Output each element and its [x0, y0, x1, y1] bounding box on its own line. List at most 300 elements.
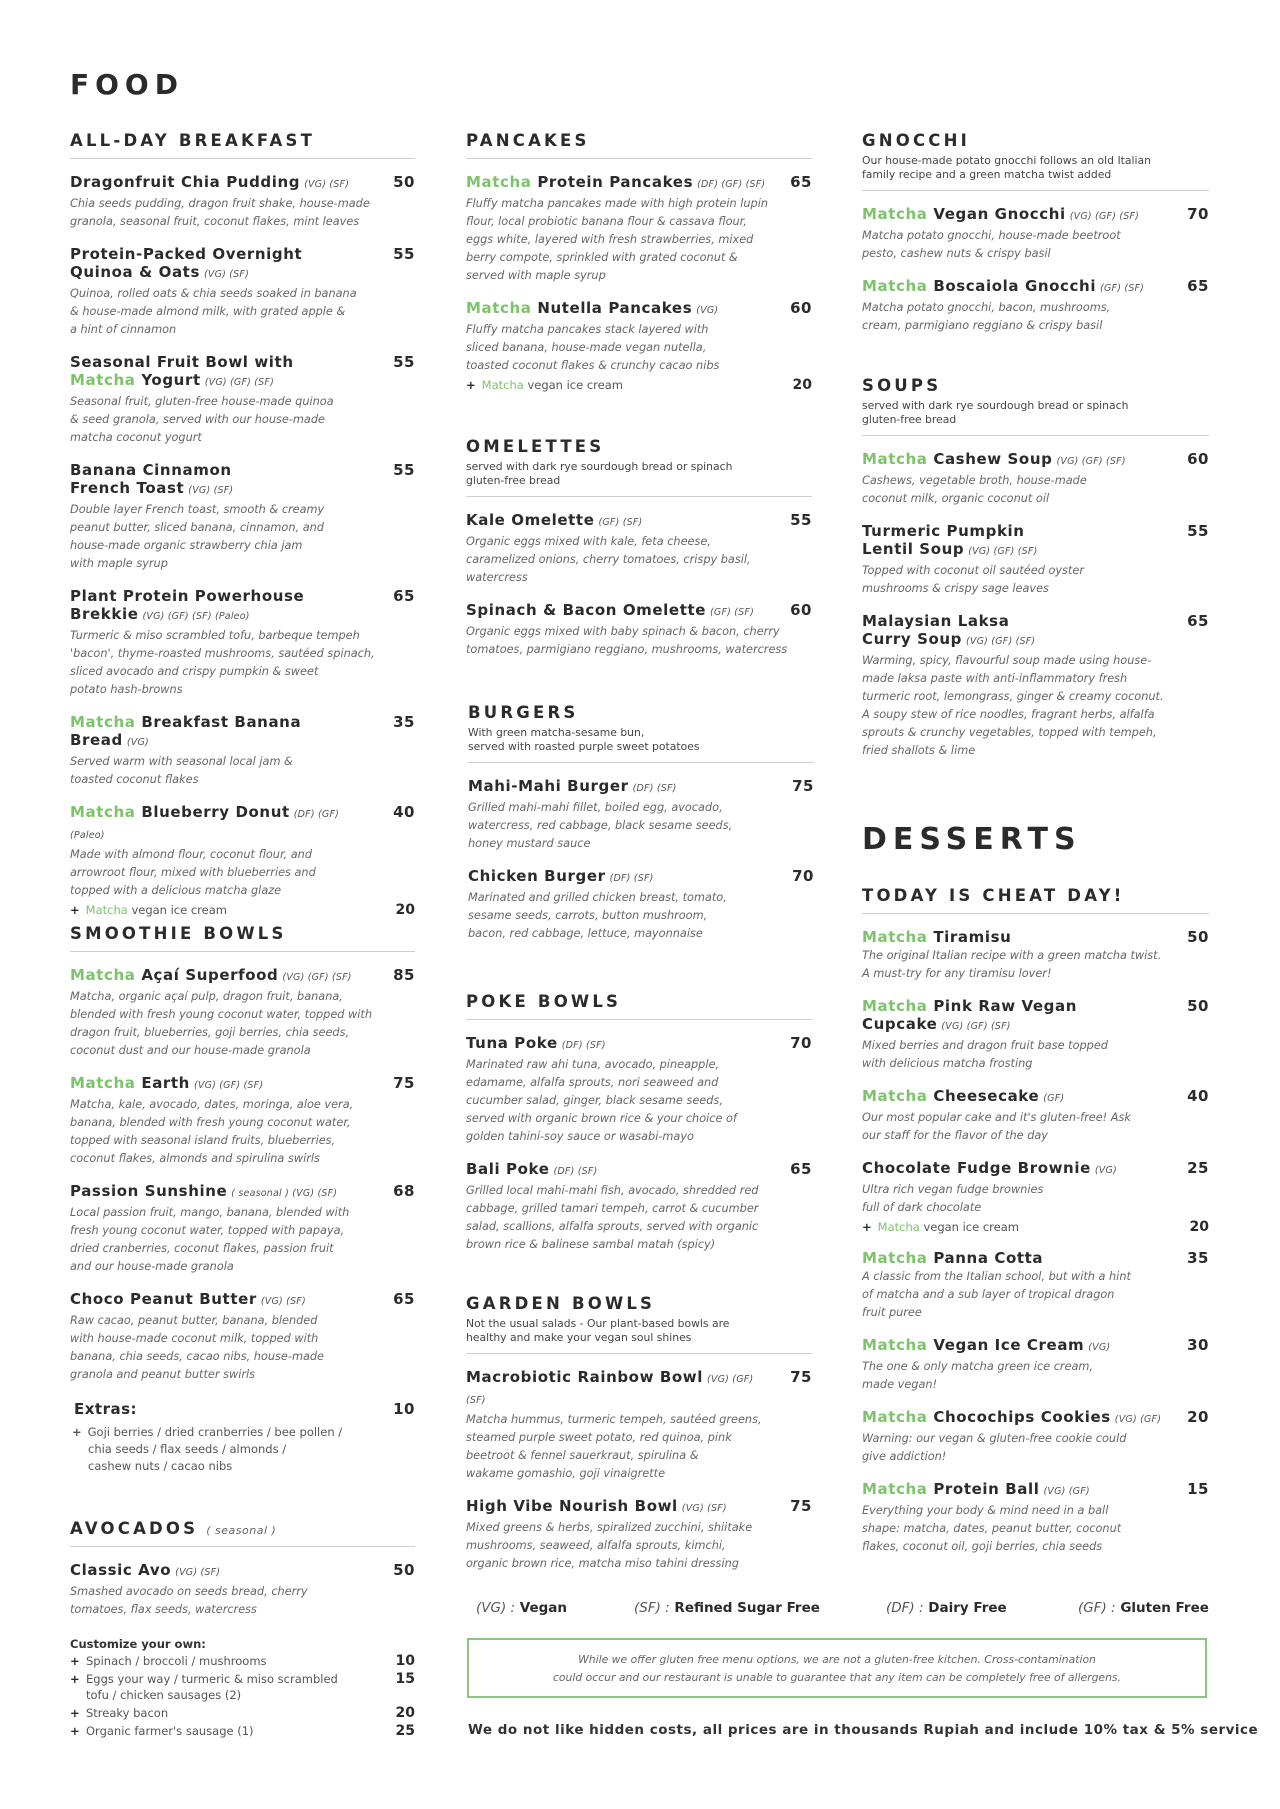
desc-line: toasted coconut flakes	[70, 773, 199, 786]
customize-option	[70, 1705, 415, 1721]
item-description	[862, 1181, 1209, 1217]
desc-line: berry compote, sprinkled with grated coconut &	[466, 251, 738, 264]
desc-line: cream, parmigiano reggiano & crispy basil	[862, 319, 1103, 332]
item-price: 60	[790, 601, 812, 619]
item-name	[862, 205, 1209, 226]
item-title: Protein Ball	[933, 1480, 1040, 1498]
section-divider	[70, 158, 415, 159]
item-price: 40	[393, 803, 415, 821]
item-name	[70, 713, 415, 752]
desc-line: Seasonal fruit, gluten-free house-made quinoa	[70, 395, 334, 408]
desc-line: golden tahini-soy sauce or wasabi-mayo	[466, 1130, 694, 1143]
item-description	[862, 1358, 1209, 1394]
item-price: 55	[393, 353, 415, 371]
section-gnocchi	[862, 131, 1209, 335]
section-divider	[466, 496, 812, 497]
desc-line: Grilled mahi-mahi fillet, boiled egg, avocado,	[468, 801, 723, 814]
menu-item	[70, 461, 415, 573]
desc-line: sprouts & crunchy vegetables, topped with tempeh,	[862, 726, 1157, 739]
desc-line: Ultra rich vegan fudge brownies	[862, 1183, 1044, 1196]
desc-line: steamed purple sweet potato, red quinoa, pink	[466, 1431, 732, 1444]
section-title-text: PANCAKES	[466, 131, 590, 150]
matcha-prefix: Matcha	[70, 966, 136, 984]
matcha-prefix: Matcha	[862, 1336, 928, 1354]
item-name	[862, 612, 1209, 651]
item-name	[862, 1480, 1209, 1501]
section-pancakes	[466, 131, 812, 393]
item-price: 50	[1187, 928, 1209, 946]
dietary-tags: (DF) (SF)	[609, 873, 654, 884]
dietary-tags: (VG)	[1094, 1165, 1117, 1176]
desc-line: Warming, spicy, flavourful soup made using house-	[862, 654, 1152, 667]
section-divider	[862, 435, 1209, 436]
item-description	[466, 533, 812, 587]
section-omelettes	[466, 437, 812, 659]
item-price: 70	[792, 867, 814, 885]
desc-line: beetroot & fennel sauerkraut, spirulina &	[466, 1449, 699, 1462]
desc-line: Matcha potato gnocchi, bacon, mushrooms,	[862, 301, 1111, 314]
extras-label: Extras:	[74, 1400, 138, 1418]
item-price: 35	[1187, 1249, 1209, 1267]
desc-line: peanut butter, sliced banana, cinnamon, and	[70, 521, 324, 534]
item-name	[862, 928, 1209, 946]
desc-line: sesame seeds, carrots, button mushroom,	[468, 909, 708, 922]
item-name	[466, 1497, 812, 1518]
section-divider	[466, 1353, 812, 1354]
section-title	[468, 703, 814, 722]
menu-item	[862, 522, 1209, 598]
desc-line: & seed granola, served with our house-made	[70, 413, 325, 426]
section-title-text: AVOCADOS	[70, 1519, 199, 1538]
item-price: 30	[1187, 1336, 1209, 1354]
item-description	[70, 393, 415, 447]
desc-line: full of dark chocolate	[862, 1201, 982, 1214]
item-title: Seasonal Fruit Bowl with	[70, 353, 294, 371]
note-line: served with dark rye sourdough bread or spinach	[862, 399, 1129, 412]
item-description	[70, 627, 415, 699]
item-description	[466, 623, 812, 659]
section-title	[70, 924, 415, 943]
item-title: Panna Cotta	[933, 1249, 1044, 1267]
desc-line: coconut milk, organic coconut oil	[862, 492, 1050, 505]
note-line: With green matcha-sesame bun,	[468, 726, 645, 739]
dietary-tags: (VG) (SF)	[260, 1296, 306, 1307]
desc-line: flakes, coconut oil, goji berries, chia seeds	[862, 1540, 1103, 1553]
item-description	[70, 195, 415, 231]
desc-line: dried cranberries, coconut flakes, passion fruit	[70, 1242, 334, 1255]
item-description	[466, 1519, 812, 1573]
customize-price: 20	[395, 1705, 415, 1721]
note-line: gluten-free bread	[862, 413, 957, 426]
section-title-text: SOUPS	[862, 376, 942, 395]
desc-line: arrowroot flour, mixed with blueberries and	[70, 866, 316, 879]
dietary-tags: (VG) (SF)	[681, 1503, 727, 1514]
dietary-tags: (VG) (GF) (SF)	[466, 1374, 754, 1406]
item-price: 55	[393, 461, 415, 479]
section-title	[466, 992, 812, 1011]
item-price: 15	[1187, 1480, 1209, 1498]
item-description	[466, 1056, 812, 1146]
item-name	[466, 173, 812, 194]
desc-line: fried shallots & lime	[862, 744, 976, 757]
customize-text: Eggs your way / turmeric & miso scrambled	[86, 1672, 338, 1686]
matcha-prefix: Matcha	[877, 1220, 920, 1234]
desc-line: salad, scallions, alfalfa sprouts, served with organic	[466, 1220, 759, 1233]
item-name	[70, 353, 415, 392]
note-line: served with dark rye sourdough bread or spinach	[466, 460, 733, 473]
desc-line: Marinated raw ahi tuna, avocado, pineapple,	[466, 1058, 720, 1071]
desc-line: granola and peanut butter swirls	[70, 1368, 255, 1381]
desc-line: Topped with coconut oil sautéed oyster	[862, 564, 1084, 577]
item-title: Mahi-Mahi Burger	[468, 777, 629, 795]
item-title: Classic Avo	[70, 1561, 172, 1579]
item-name	[862, 1249, 1209, 1267]
desc-line: tomatoes, parmigiano reggiano, mushrooms, watercress	[466, 643, 788, 656]
customize-price: 15	[395, 1671, 415, 1687]
item-title: Tuna Poke	[466, 1034, 558, 1052]
section-poke-bowls	[466, 992, 812, 1254]
item-description	[70, 501, 415, 573]
section-subtitle: ( seasonal )	[206, 1524, 277, 1537]
item-price: 75	[790, 1497, 812, 1515]
section-divider	[466, 158, 812, 159]
dietary-tags: (VG) (SF)	[188, 485, 234, 496]
allergen-disclaimer	[467, 1638, 1207, 1698]
extras-price: 10	[393, 1400, 415, 1418]
desc-line: Everything your body & mind need in a ball	[862, 1504, 1109, 1517]
dietary-tags: (VG)	[696, 305, 719, 316]
item-price: 70	[790, 1034, 812, 1052]
desc-line: dragon fruit, blueberries, goji berries, chia seeds,	[70, 1026, 350, 1039]
dietary-tags: (GF) (SF)	[598, 517, 643, 528]
item-name	[70, 587, 415, 626]
item-description	[466, 321, 812, 375]
desc-line: fruit puree	[862, 1306, 922, 1319]
item-price: 50	[393, 173, 415, 191]
dietary-tags: (VG) (GF) (SF)	[1069, 211, 1140, 222]
desc-line: watercress	[466, 571, 528, 584]
desc-line: Double layer French toast, smooth & creamy	[70, 503, 325, 516]
desc-line: granola, seasonal fruit, coconut flakes, mint leaves	[70, 215, 360, 228]
section-divider	[70, 951, 415, 952]
desc-line: Cashews, vegetable broth, house-made	[862, 474, 1087, 487]
desc-line: Matcha, kale, avocado, dates, moringa, aloe vera,	[70, 1098, 354, 1111]
item-price: 68	[393, 1182, 415, 1200]
item-name	[862, 997, 1209, 1036]
desc-line: fresh young coconut water, topped with papaya,	[70, 1224, 345, 1237]
section-title	[862, 131, 1209, 150]
desc-line: watercress, red cabbage, black sesame seeds,	[468, 819, 733, 832]
desc-line: topped with a delicious matcha glaze	[70, 884, 282, 897]
section-note	[468, 726, 814, 754]
item-name	[466, 299, 812, 320]
item-title: Breakfast Banana Bread	[70, 713, 302, 749]
addon-price: 20	[792, 377, 812, 393]
section-title	[466, 1294, 812, 1313]
item-price: 50	[1187, 997, 1209, 1015]
menu-item	[70, 1290, 415, 1384]
menu-item	[466, 1497, 812, 1573]
disclaimer-line: While we offer gluten free menu options, we are not a gluten-free kitchen. Cross-contamination	[578, 1653, 1096, 1666]
matcha-prefix: Matcha	[70, 713, 136, 731]
dietary-tags: ( seasonal ) (VG) (SF)	[231, 1188, 338, 1199]
item-name	[466, 1160, 812, 1181]
addon-label: vegan ice cream	[923, 1220, 1019, 1234]
item-price: 20	[1187, 1408, 1209, 1426]
note-line: served with roasted purple sweet potatoes	[468, 740, 700, 753]
item-title: Turmeric Pumpkin	[862, 522, 1025, 540]
item-name	[862, 1408, 1209, 1429]
desc-line: topped with seasonal island fruits, blueberries,	[70, 1134, 336, 1147]
item-title: Blueberry Donut	[141, 803, 290, 821]
item-price: 65	[790, 1160, 812, 1178]
section-title	[862, 886, 1209, 905]
extras-text: cashew nuts / cacao nibs	[88, 1459, 233, 1473]
item-price: 35	[393, 713, 415, 731]
item-price: 60	[1187, 450, 1209, 468]
dietary-tags: (VG) (GF) (SF)	[193, 1080, 264, 1091]
desc-line: a hint of cinnamon	[70, 323, 177, 336]
extras-list	[70, 1424, 415, 1475]
matcha-prefix: Matcha	[862, 997, 928, 1015]
desc-line: tomatoes, flax seeds, watercress	[70, 1603, 257, 1616]
item-title: Protein Pancakes	[537, 173, 694, 191]
item-price: 85	[393, 966, 415, 984]
item-title: Spinach & Bacon Omelette	[466, 601, 707, 619]
desc-line: mushrooms & crispy sage leaves	[862, 582, 1049, 595]
dietary-tags: (VG) (GF) (SF)	[966, 636, 1036, 647]
item-name	[862, 277, 1209, 298]
section-garden-bowls	[466, 1294, 812, 1573]
desc-line: matcha coconut yogurt	[70, 431, 202, 444]
dietary-tags: (DF) (SF)	[561, 1040, 606, 1051]
dietary-tags: (VG) (SF)	[304, 179, 350, 190]
customize-text: Organic farmer's sausage (1)	[86, 1724, 254, 1738]
dietary-tags: (GF) (SF)	[1100, 283, 1145, 294]
plus-icon: +	[70, 1654, 80, 1668]
item-price: 65	[393, 1290, 415, 1308]
section-cheat-day	[862, 886, 1209, 1556]
desc-line: house-made organic strawberry chia jam	[70, 539, 303, 552]
item-title: Choco Peanut Butter	[70, 1290, 257, 1308]
item-title: Açaí Superfood	[141, 966, 279, 984]
item-description	[862, 562, 1209, 598]
desc-line: bacon, red cabbage, lettuce, mayonnaise	[468, 927, 703, 940]
desc-line: banana, blended with fresh young coconut water,	[70, 1116, 351, 1129]
section-title-text: OMELETTES	[466, 437, 605, 456]
matcha-prefix: Matcha	[862, 450, 928, 468]
item-price: 75	[393, 1074, 415, 1092]
desc-line: The one & only matcha green ice cream,	[862, 1360, 1094, 1373]
desc-line: Local passion fruit, mango, banana, blended with	[70, 1206, 350, 1219]
addon-row	[466, 377, 812, 393]
desc-line: edamame, alfalfa sprouts, nori seaweed and	[466, 1076, 719, 1089]
menu-item	[70, 353, 415, 447]
desc-line: cucumber salad, ginger, black sesame seeds,	[466, 1094, 723, 1107]
item-description	[862, 227, 1209, 263]
menu-item	[70, 245, 415, 339]
item-name	[70, 173, 415, 194]
item-name	[70, 1182, 415, 1203]
menu-item	[70, 803, 415, 918]
item-description	[862, 1430, 1209, 1466]
menu-item	[862, 450, 1209, 508]
extras-block	[70, 1400, 415, 1475]
pricing-footer: We do not like hidden costs, all prices are in thousands Rupiah and include 10% tax & 5% service	[468, 1722, 1259, 1738]
item-price: 40	[1187, 1087, 1209, 1105]
item-description	[468, 889, 814, 943]
menu-item	[862, 1249, 1209, 1322]
food-title: FOOD	[70, 68, 184, 101]
plus-icon: +	[70, 1706, 80, 1720]
section-title-text: POKE BOWLS	[466, 992, 622, 1011]
dietary-tags: (VG) (GF) (SF)	[282, 972, 352, 983]
section-divider	[466, 1019, 812, 1020]
desc-line: Made with almond flour, coconut flour, and	[70, 848, 312, 861]
menu-item	[862, 277, 1209, 335]
customize-price: 10	[395, 1653, 415, 1669]
desc-line: eggs white, layered with fresh strawberries, mixed	[466, 233, 754, 246]
matcha-prefix: Matcha	[862, 1408, 928, 1426]
item-title: Dragonfruit Chia Pudding	[70, 173, 301, 191]
dietary-tags: (VG) (SF)	[203, 269, 249, 280]
menu-item	[70, 1182, 415, 1276]
item-price: 55	[1187, 522, 1209, 540]
menu-item	[862, 997, 1209, 1073]
extras-line	[70, 1441, 415, 1458]
desc-line: made vegan!	[862, 1378, 938, 1391]
desc-line: Mixed berries and dragon fruit base topped	[862, 1039, 1108, 1052]
item-description	[70, 1583, 415, 1619]
desc-line: Grilled local mahi-mahi fish, avocado, shredded red	[466, 1184, 759, 1197]
customize-text: Streaky bacon	[86, 1706, 169, 1720]
item-description	[862, 299, 1209, 335]
section-note	[862, 399, 1209, 427]
desc-line: caramelized onions, cherry tomatoes, crispy basil,	[466, 553, 751, 566]
customize-text: tofu / chicken sausages (2)	[86, 1688, 242, 1702]
menu-item	[862, 205, 1209, 263]
desc-line: Organic eggs mixed with baby spinach & bacon, cherry	[466, 625, 780, 638]
desc-line: Our most popular cake and it's gluten-free! Ask	[862, 1111, 1131, 1124]
item-price: 75	[790, 1368, 812, 1386]
desc-line: of matcha and a sub layer of tropical dragon	[862, 1288, 1115, 1301]
menu-item	[862, 1087, 1209, 1145]
customize-label: Customize your own:	[70, 1637, 206, 1651]
section-title-text: GARDEN BOWLS	[466, 1294, 656, 1313]
dietary-tags: (VG) (GF) (SF) (Paleo)	[142, 611, 250, 622]
item-title: Bali Poke	[466, 1160, 550, 1178]
item-name	[70, 1074, 415, 1095]
item-price: 65	[393, 587, 415, 605]
item-price: 55	[393, 245, 415, 263]
desc-line: Marinated and grilled chicken breast, tomato,	[468, 891, 727, 904]
item-price: 75	[792, 777, 814, 795]
desc-line: organic brown rice, matcha miso tahini dressing	[466, 1557, 739, 1570]
item-description	[70, 753, 415, 789]
addon-label: vegan ice cream	[527, 378, 623, 392]
desc-line: Smashed avocado on seeds bread, cherry	[70, 1585, 308, 1598]
legend-gluten-free: (GF) : Gluten Free	[1078, 1600, 1209, 1616]
item-name	[466, 1034, 812, 1055]
section-title	[70, 131, 415, 150]
menu-item	[466, 1160, 812, 1254]
item-name	[862, 1336, 1209, 1357]
item-title-line2: Yogurt	[141, 371, 201, 389]
item-price: 25	[1187, 1159, 1209, 1177]
item-name	[70, 245, 415, 284]
matcha-prefix: Matcha	[466, 173, 532, 191]
desc-line: served with maple syrup	[466, 269, 606, 282]
item-price: 50	[393, 1561, 415, 1579]
desc-line: with maple syrup	[70, 557, 168, 570]
desc-line: sliced banana, house-made vegan nutella,	[466, 341, 707, 354]
desc-line: A classic from the Italian school, but with a hint	[862, 1270, 1131, 1283]
desc-line: banana, chia seeds, cacao nibs, house-made	[70, 1350, 324, 1363]
menu-item	[466, 511, 812, 587]
item-title-line2: French Toast	[70, 479, 185, 497]
dietary-tags: (VG) (GF)	[1114, 1414, 1162, 1425]
extras-text: chia seeds / flax seeds / almonds /	[88, 1442, 287, 1456]
item-title: Malaysian Laksa	[862, 612, 1010, 630]
desc-line: made laksa paste with anti-inflammatory fresh	[862, 672, 1128, 685]
dietary-tags: (VG)	[1088, 1342, 1111, 1353]
item-name	[466, 511, 812, 532]
dietary-tags: (VG) (GF) (SF)	[204, 377, 274, 388]
dietary-tags: (DF) (SF)	[553, 1166, 598, 1177]
dietary-tags: (DF) (SF)	[632, 783, 677, 794]
section-smoothie-bowls	[70, 924, 415, 1475]
item-title: Passion Sunshine	[70, 1182, 228, 1200]
menu-item	[862, 1408, 1209, 1466]
item-title: Boscaiola Gnocchi	[933, 277, 1097, 295]
item-title-line2: Curry Soup	[862, 630, 963, 648]
item-name	[862, 450, 1209, 471]
matcha-prefix: Matcha	[70, 1074, 136, 1092]
desc-line: Chia seeds pudding, dragon fruit shake, house-made	[70, 197, 370, 210]
section-title	[70, 1519, 415, 1538]
customize-price: 25	[395, 1723, 415, 1739]
plus-icon: +	[70, 1724, 80, 1738]
matcha-prefix: Matcha	[70, 803, 136, 821]
item-name	[70, 966, 415, 987]
item-title: Vegan Gnocchi	[933, 205, 1066, 223]
desc-line: pesto, cashew nuts & crispy basil	[862, 247, 1051, 260]
desc-line: blended with fresh young coconut water, topped with	[70, 1008, 373, 1021]
desc-line: potato hash-browns	[70, 683, 183, 696]
item-title: Earth	[141, 1074, 190, 1092]
matcha-prefix: Matcha	[862, 277, 928, 295]
item-price: 65	[790, 173, 812, 191]
desc-line: Matcha, organic açaí pulp, dragon fruit, banana,	[70, 990, 343, 1003]
plus-icon: +	[70, 903, 80, 917]
item-title: Nutella Pancakes	[537, 299, 693, 317]
item-description	[862, 652, 1209, 760]
menu-item	[468, 867, 814, 943]
menu-item	[862, 612, 1209, 760]
item-title: Chicken Burger	[468, 867, 606, 885]
desc-line: with house-made coconut milk, topped with	[70, 1332, 319, 1345]
note-line: gluten-free bread	[466, 474, 561, 487]
plus-icon: +	[70, 1672, 80, 1686]
item-name	[468, 777, 814, 798]
desc-line: mushrooms, seaweed, alfalfa sprouts, kimchi,	[466, 1539, 726, 1552]
section-title-text: BURGERS	[468, 703, 579, 722]
item-title: Vegan Ice Cream	[933, 1336, 1085, 1354]
addon-price: 20	[395, 902, 415, 918]
item-title-line2: Lentil Soup	[862, 540, 965, 558]
menu-item	[466, 1368, 812, 1483]
desc-line: our staff for the flavor of the day	[862, 1129, 1048, 1142]
